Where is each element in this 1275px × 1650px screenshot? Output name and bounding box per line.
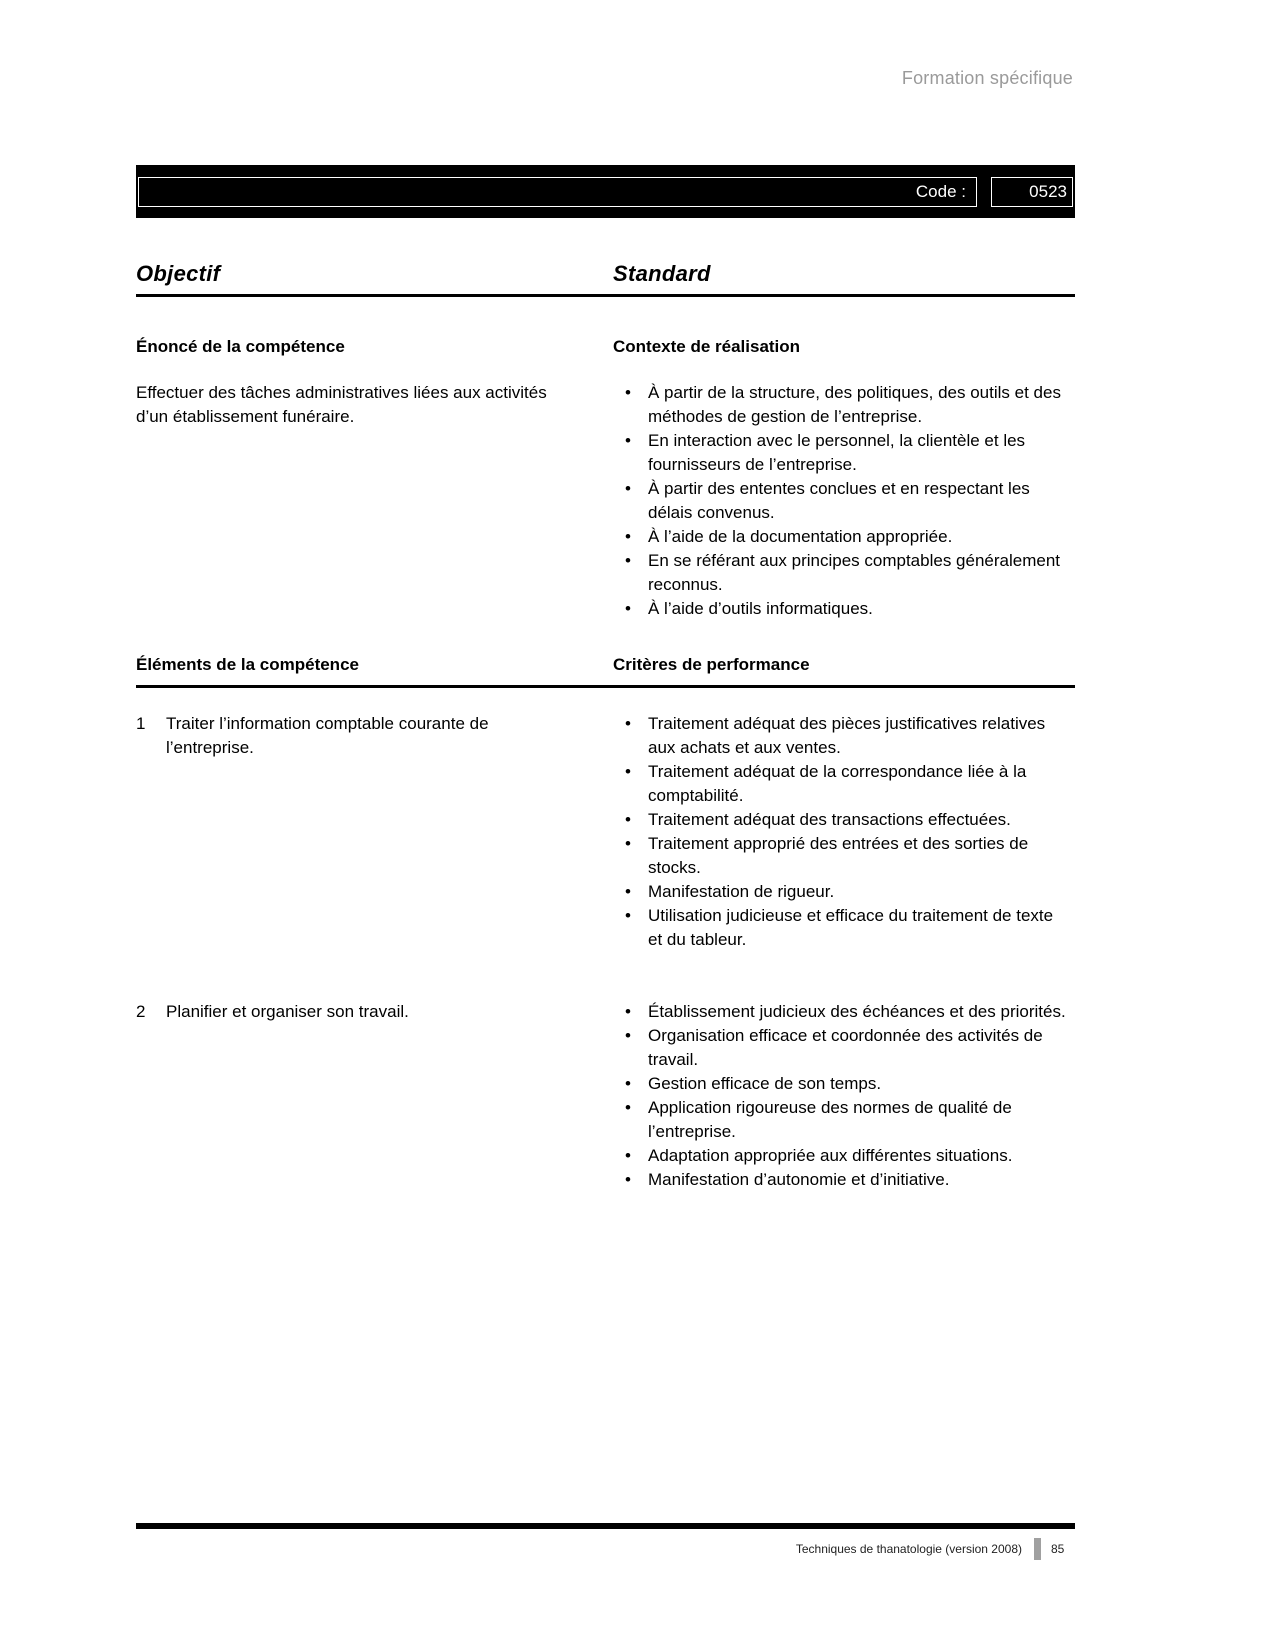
- document-body: [136, 262, 1075, 1192]
- competence-statement: Effectuer des tâches administratives liées aux activités d’un établissement funéraire.: [136, 383, 547, 426]
- page-footer: [136, 1523, 1075, 1560]
- element-row-1: [136, 712, 1075, 952]
- criteres-heading: Critères de performance: [613, 655, 810, 674]
- contexte-heading: Contexte de réalisation: [613, 337, 801, 356]
- code-label-box: [138, 177, 977, 207]
- page-number: 85: [1051, 1542, 1065, 1556]
- contexte-bullet-list: [613, 381, 1075, 621]
- bullet-item: • Établissement judicieux des échéances et des priorités.: [623, 1000, 1069, 1024]
- bullet-item: • Traitement approprié des entrées et des sorties de stocks.: [623, 832, 1069, 880]
- bullet-item: • Manifestation de rigueur.: [623, 880, 1069, 904]
- enonce-heading: Énoncé de la compétence: [136, 337, 345, 356]
- section1-content-row: [136, 381, 1075, 621]
- footer-text-row: [136, 1538, 1075, 1560]
- column-titles-row: [136, 262, 1075, 297]
- elements-heading: Éléments de la compétence: [136, 655, 359, 674]
- element-row-2: [136, 1000, 1075, 1192]
- bullet-item: • Application rigoureuse des normes de qualité de l’entreprise.: [623, 1096, 1069, 1144]
- bullet-item: • Gestion efficace de son temps.: [623, 1072, 1069, 1096]
- bullet-item: • Utilisation judicieuse et efficace du traitement de texte et du tableur.: [623, 904, 1069, 952]
- bullet-item: • Traitement adéquat de la correspondance liée à la comptabilité.: [623, 760, 1069, 808]
- code-value: 0523: [1029, 181, 1067, 201]
- bullet-item: • À l’aide de la documentation appropriée.: [623, 525, 1069, 549]
- element-1: [136, 712, 613, 952]
- element-1-number: 1: [136, 714, 146, 733]
- bullet-item: • Organisation efficace et coordonnée des activités de travail.: [623, 1024, 1069, 1072]
- bullet-item: • Traitement adéquat des pièces justificatives relatives aux achats et aux ventes.: [623, 712, 1069, 760]
- code-label: Code :: [915, 181, 966, 201]
- criteres-bullet-list-1: [613, 712, 1075, 952]
- bullet-item: • Adaptation appropriée aux différentes situations.: [623, 1144, 1069, 1168]
- bullet-item: • Manifestation d’autonomie et d’initiative.: [623, 1168, 1069, 1192]
- element-1-label: Traiter l’information comptable courante de l’entreprise.: [166, 714, 489, 757]
- element-2-number: 2: [136, 1002, 146, 1021]
- standard-title: Standard: [613, 261, 711, 286]
- bullet-item: • À partir des ententes conclues et en respectant les délais convenus.: [623, 477, 1069, 525]
- code-bar: [136, 165, 1075, 218]
- section2-headings-row: [136, 653, 1075, 688]
- footer-doc-title: Techniques de thanatologie (version 2008): [795, 1542, 1022, 1556]
- element-2: [136, 1000, 613, 1192]
- bullet-item: • À partir de la structure, des politiques, des outils et des méthodes de gestion de l’entreprise.: [623, 381, 1069, 429]
- objectif-title: Objectif: [136, 261, 221, 286]
- bullet-item: • En interaction avec le personnel, la clientèle et les fournisseurs de l’entreprise.: [623, 429, 1069, 477]
- code-value-box: [991, 177, 1073, 207]
- bullet-item: • Traitement adéquat des transactions effectuées.: [623, 808, 1069, 832]
- element-2-label: Planifier et organiser son travail.: [166, 1002, 409, 1021]
- footer-separator: [1034, 1538, 1041, 1560]
- running-header: Formation spécifique: [901, 68, 1073, 88]
- bullet-item: • En se référant aux principes comptables généralement reconnus.: [623, 549, 1069, 597]
- section1-headings-row: [136, 335, 1075, 359]
- bullet-item: • À l’aide d’outils informatiques.: [623, 597, 1069, 621]
- footer-rule: [136, 1523, 1075, 1529]
- criteres-bullet-list-2: [613, 1000, 1075, 1192]
